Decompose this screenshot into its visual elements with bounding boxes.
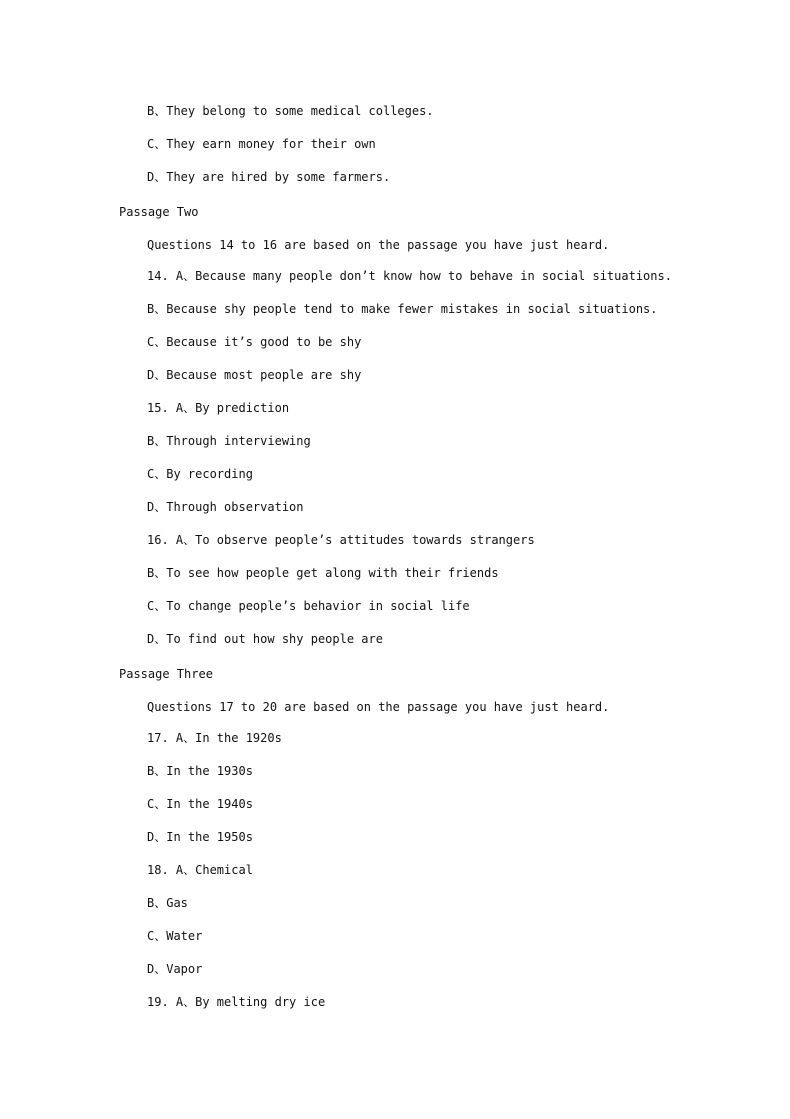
question-line: 14. A、Because many people don’t know how to behave in social situations.	[147, 269, 672, 283]
option-line: B、In the 1930s	[147, 764, 253, 778]
question-line: 19. A、By melting dry ice	[147, 995, 326, 1009]
instruction-line: Questions 14 to 16 are based on the passage you have just heard.	[147, 238, 610, 252]
question-line: 18. A、Chemical	[147, 863, 253, 877]
option-line: C、They earn money for their own	[147, 137, 376, 151]
option-line: D、They are hired by some farmers.	[147, 170, 391, 184]
section-heading: Passage Two	[119, 205, 199, 219]
option-line: D、Because most people are shy	[147, 368, 362, 382]
option-line: B、They belong to some medical colleges.	[147, 104, 434, 118]
option-line: B、Because shy people tend to make fewer mistakes in social situations.	[147, 302, 658, 316]
option-line: C、In the 1940s	[147, 797, 253, 811]
question-line: 17. A、In the 1920s	[147, 731, 282, 745]
instruction-line: Questions 17 to 20 are based on the passage you have just heard.	[147, 700, 610, 714]
option-line: B、To see how people get along with their friends	[147, 566, 499, 580]
option-line: C、Because it’s good to be shy	[147, 335, 362, 349]
question-line: 16. A、To observe people’s attitudes towards strangers	[147, 533, 535, 547]
option-line: C、By recording	[147, 467, 253, 481]
option-line: D、Through observation	[147, 500, 304, 514]
option-line: D、To find out how shy people are	[147, 632, 383, 646]
option-line: B、Gas	[147, 896, 188, 910]
option-line: D、Vapor	[147, 962, 203, 976]
section-heading: Passage Three	[119, 667, 213, 681]
option-line: C、To change people’s behavior in social life	[147, 599, 470, 613]
question-line: 15. A、By prediction	[147, 401, 290, 415]
option-line: D、In the 1950s	[147, 830, 253, 844]
option-line: B、Through interviewing	[147, 434, 311, 448]
option-line: C、Water	[147, 929, 203, 943]
